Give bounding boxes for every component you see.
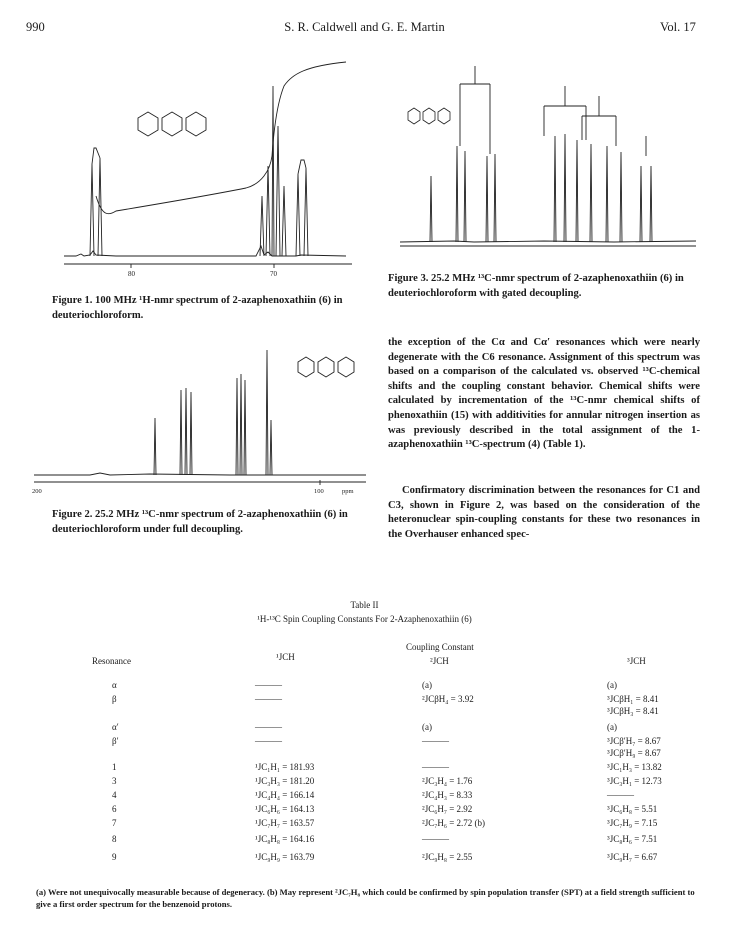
table-cell-r8-c0: 4 [112, 790, 117, 800]
figure3-spectrum [394, 56, 704, 256]
col-header-1jch: ¹JCH [276, 652, 295, 662]
fig1-tick-70: 70 [270, 270, 277, 278]
table-cell-r0-c0: α [112, 680, 117, 690]
table-cell-r12-c0: 9 [112, 852, 117, 862]
body-paragraph-1: the exception of the Cα and Cα′ resonances which were nearly degenerate with the C6 resonance. Assignment of this spectrum was based on a comparison of the calculated vs. observed ¹³C-chemical shifts and the coupling constant behavior. Chemical shifts were calculated by incrementation of the ¹³C-nmr chemical shifts of phenoxathiin (15) with additivities for annular nitrogen insertion as was previously described in the total assignment of the 1-azaphenoxathiin ¹³C-spectrum (4) (Table 1). [388, 337, 700, 451]
table-cell-r3-c2: (a) [422, 722, 432, 732]
fig2-tick-100: 100 [314, 488, 324, 495]
table-cell-r9-c0: 6 [112, 804, 117, 814]
fig2-tick-ppm: ppm [342, 488, 354, 495]
table-cell-r4-c2: ——— [422, 736, 449, 746]
table-cell-r10-c2: ²JC₇H₆ = 2.72 (b) [422, 818, 486, 828]
fig1-tick-80: 80 [128, 270, 135, 278]
running-header: S. R. Caldwell and G. E. Martin [284, 20, 445, 34]
table-cell-r4-c3: ³JCβ′H₇ = 8.67 [607, 736, 661, 746]
figure3-caption: Figure 3. 25.2 MHz ¹³C-nmr spectrum of 2-azaphenoxathiin (6) in deuteriochloroform with gated decoupling. [388, 273, 684, 299]
table-cell-r11-c2: ——— [422, 834, 449, 844]
table-cell-r5-c3: ³JCβ′H₉ = 8.67 [607, 748, 661, 758]
col-header-3jch: ³JCH [627, 656, 646, 666]
table-cell-r9-c3: ³JC₆H₈ = 5.51 [607, 804, 658, 814]
table-cell-r9-c1: ¹JC₆H₆ = 164.13 [255, 804, 315, 814]
page-number: 990 [26, 20, 45, 34]
table-cell-r6-c1: ¹JC₁H₁ = 181.93 [255, 762, 315, 772]
table-cell-r7-c0: 3 [112, 776, 117, 786]
figure2-spectrum [30, 330, 370, 500]
table-cell-r11-c0: 8 [112, 834, 117, 844]
col-header-resonance: Resonance [92, 656, 131, 666]
table-cell-r10-c3: ³JC₇H₉ = 7.15 [607, 818, 658, 828]
table-footnote: (a) Were not unequivocally measurable because of degeneracy. (b) May represent ²JC₇H₈ which could be confirmed by spin population transfer (SPT) at a field strength sufficient to give a first order spectrum for the benzenoid protons. [36, 887, 695, 909]
table-cell-r6-c0: 1 [112, 762, 117, 772]
table-cell-r0-c1: ——— [255, 680, 282, 690]
table-cell-r6-c3: ³JC₁H₃ = 13.82 [607, 762, 662, 772]
figure1-spectrum [56, 56, 356, 281]
table-cell-r12-c1: ¹JC₉H₉ = 163.79 [255, 852, 315, 862]
table-cell-r8-c1: ¹JC₄H₄ = 166.14 [255, 790, 315, 800]
table-cell-r12-c3: ³JC₉H₇ = 6.67 [607, 852, 658, 862]
volume-label: Vol. 17 [660, 20, 696, 34]
fig2-tick-200: 200 [32, 488, 42, 495]
table-cell-r12-c2: ²JC₉H₈ = 2.55 [422, 852, 473, 862]
table-cell-r8-c3: ——— [607, 790, 634, 800]
table-cell-r11-c3: ³JC₈H₆ = 7.51 [607, 834, 658, 844]
table-cell-r1-c1: ——— [255, 694, 282, 704]
table-cell-r9-c2: ²JC₆H₇ = 2.92 [422, 804, 473, 814]
table-group-header: Coupling Constant [406, 642, 474, 652]
table-cell-r3-c1: ——— [255, 722, 282, 732]
figure2-caption: Figure 2. 25.2 MHz ¹³C-nmr spectrum of 2-azaphenoxathiin (6) in deuteriochloroform under full decoupling. [52, 509, 348, 535]
table-title: ¹H-¹³C Spin Coupling Constants For 2-Azaphenoxathiin (6) [257, 614, 472, 624]
table-cell-r11-c1: ¹JC₈H₈ = 164.16 [255, 834, 315, 844]
table-cell-r3-c3: (a) [607, 722, 617, 732]
table-cell-r7-c3: ³JC₃H₁ = 12.73 [607, 776, 662, 786]
table-cell-r0-c2: (a) [422, 680, 432, 690]
table-cell-r4-c1: ——— [255, 736, 282, 746]
figure1-caption: Figure 1. 100 MHz ¹H-nmr spectrum of 2-azaphenoxathiin (6) in deuteriochloroform. [52, 295, 343, 321]
table-cell-r10-c1: ¹JC₇H₇ = 163.57 [255, 818, 315, 828]
body-paragraph-2: Confirmatory discrimination between the resonances for C1 and C3, shown in Figure 2, was based on the consideration of the heteronuclear spin-coupling constants for these two resonances in the Overhauser enhanced spec- [388, 485, 700, 540]
table-cell-r8-c2: ²JC₄H₃ = 8.33 [422, 790, 473, 800]
table-cell-r6-c2: ——— [422, 762, 449, 772]
table-label: Table II [350, 600, 379, 610]
table-cell-r7-c1: ¹JC₃H₃ = 181.20 [255, 776, 315, 786]
table-cell-r1-c0: β [112, 694, 117, 704]
table-cell-r2-c3: ³JCβH₃ = 8.41 [607, 706, 659, 716]
table-cell-r0-c3: (a) [607, 680, 617, 690]
table-cell-r1-c2: ²JCβH₄ = 3.92 [422, 694, 474, 704]
table-cell-r3-c0: α′ [112, 722, 119, 732]
table-cell-r1-c3: ³JCβH₁ = 8.41 [607, 694, 659, 704]
table-cell-r7-c2: ²JC₃H₄ = 1.76 [422, 776, 473, 786]
table-cell-r10-c0: 7 [112, 818, 117, 828]
col-header-2jch: ²JCH [430, 656, 449, 666]
table-cell-r4-c0: β′ [112, 736, 119, 746]
